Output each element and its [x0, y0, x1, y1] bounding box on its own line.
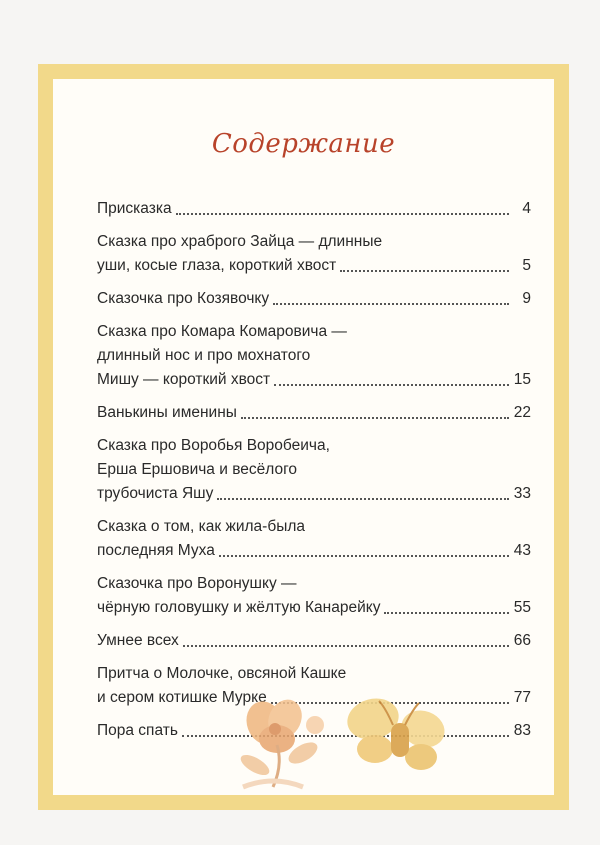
toc-entry-title-line: Притча о Молочке, овсяной Кашке: [97, 665, 347, 682]
toc-page-number: 9: [522, 290, 531, 307]
toc-page-number: 33: [513, 485, 531, 502]
toc-page-number: 43: [513, 542, 531, 559]
toc-entry-title-line: последняя Муха: [97, 542, 215, 559]
toc-entry-title-line: Сказочка про Козявочку: [97, 290, 270, 307]
toc-entry-title-line: Сказка о том, как жила-была: [97, 518, 306, 535]
toc-page-number: 22: [513, 404, 531, 421]
dot-leader: [183, 643, 509, 647]
toc-entry[interactable]: [97, 515, 531, 563]
toc-entry-title-line: трубочиста Яшу: [97, 485, 214, 502]
toc-entry-row: [97, 629, 531, 653]
toc-entry-title-line: уши, косые глаза, короткий хвост: [97, 257, 337, 274]
toc-entry[interactable]: [97, 287, 531, 311]
toc-entry-title-line: Сказка про храброго Зайца — длинные: [97, 233, 383, 250]
toc-page-number: 15: [513, 371, 531, 388]
toc-entry[interactable]: [97, 401, 531, 425]
toc-entry-row: [97, 287, 531, 311]
toc-entry-title-line: чёрную головушку и жёлтую Канарейку: [97, 599, 381, 616]
page-frame: [38, 64, 569, 810]
toc-entry-title-line: Ерша Ершовича и весёлого: [97, 461, 298, 478]
toc-entry-row: [97, 539, 531, 563]
toc-entry[interactable]: [97, 197, 531, 221]
butterfly-illustration: [343, 689, 463, 779]
flower-illustration: [233, 695, 343, 795]
toc-entry-row: [97, 197, 531, 221]
toc-entry-title-line: Сказка про Воробья Воробеича,: [97, 437, 330, 454]
toc-entry-row: [97, 596, 531, 620]
toc-entry-title-line: Умнее всех: [97, 632, 179, 649]
toc-entry-row: [97, 482, 531, 506]
toc-entry[interactable]: [97, 629, 531, 653]
dot-leader: [274, 382, 509, 386]
toc-entry-title-line: Присказка: [97, 200, 172, 217]
toc-entry-title-line: Сказочка про Воронушку —: [97, 575, 297, 592]
dot-leader: [340, 268, 509, 272]
toc-entry[interactable]: [97, 230, 531, 278]
toc-page-number: 83: [513, 722, 531, 739]
toc-page-number: 77: [513, 689, 531, 706]
dot-leader: [273, 301, 509, 305]
table-of-contents: [97, 197, 531, 752]
toc-page-number: 4: [522, 200, 531, 217]
toc-entry-title-line: длинный нос и про мохнатого: [97, 347, 311, 364]
toc-entry-row: [97, 254, 531, 278]
toc-entry-row: [97, 401, 531, 425]
toc-entry-title-line: и сером котишке Мурке: [97, 689, 267, 706]
page-content: [53, 79, 554, 795]
page-title: Содержание: [211, 129, 396, 159]
toc-entry[interactable]: [97, 320, 531, 392]
toc-entry[interactable]: [97, 434, 531, 506]
dot-leader: [217, 496, 509, 500]
toc-entry-title-line: Ванькины именины: [97, 404, 237, 421]
toc-page-number: 5: [522, 257, 531, 274]
dot-leader: [176, 211, 509, 215]
toc-page-number: 55: [513, 599, 531, 616]
dot-leader: [384, 610, 509, 614]
toc-entry-title-line: Мишу — короткий хвост: [97, 371, 271, 388]
toc-page-number: 66: [513, 632, 531, 649]
dot-leader: [219, 553, 509, 557]
toc-entry-title-line: Сказка про Комара Комаровича —: [97, 323, 347, 340]
dot-leader: [241, 415, 509, 419]
toc-entry[interactable]: [97, 572, 531, 620]
toc-entry-title-line: Пора спать: [97, 722, 178, 739]
toc-entry-row: [97, 368, 531, 392]
